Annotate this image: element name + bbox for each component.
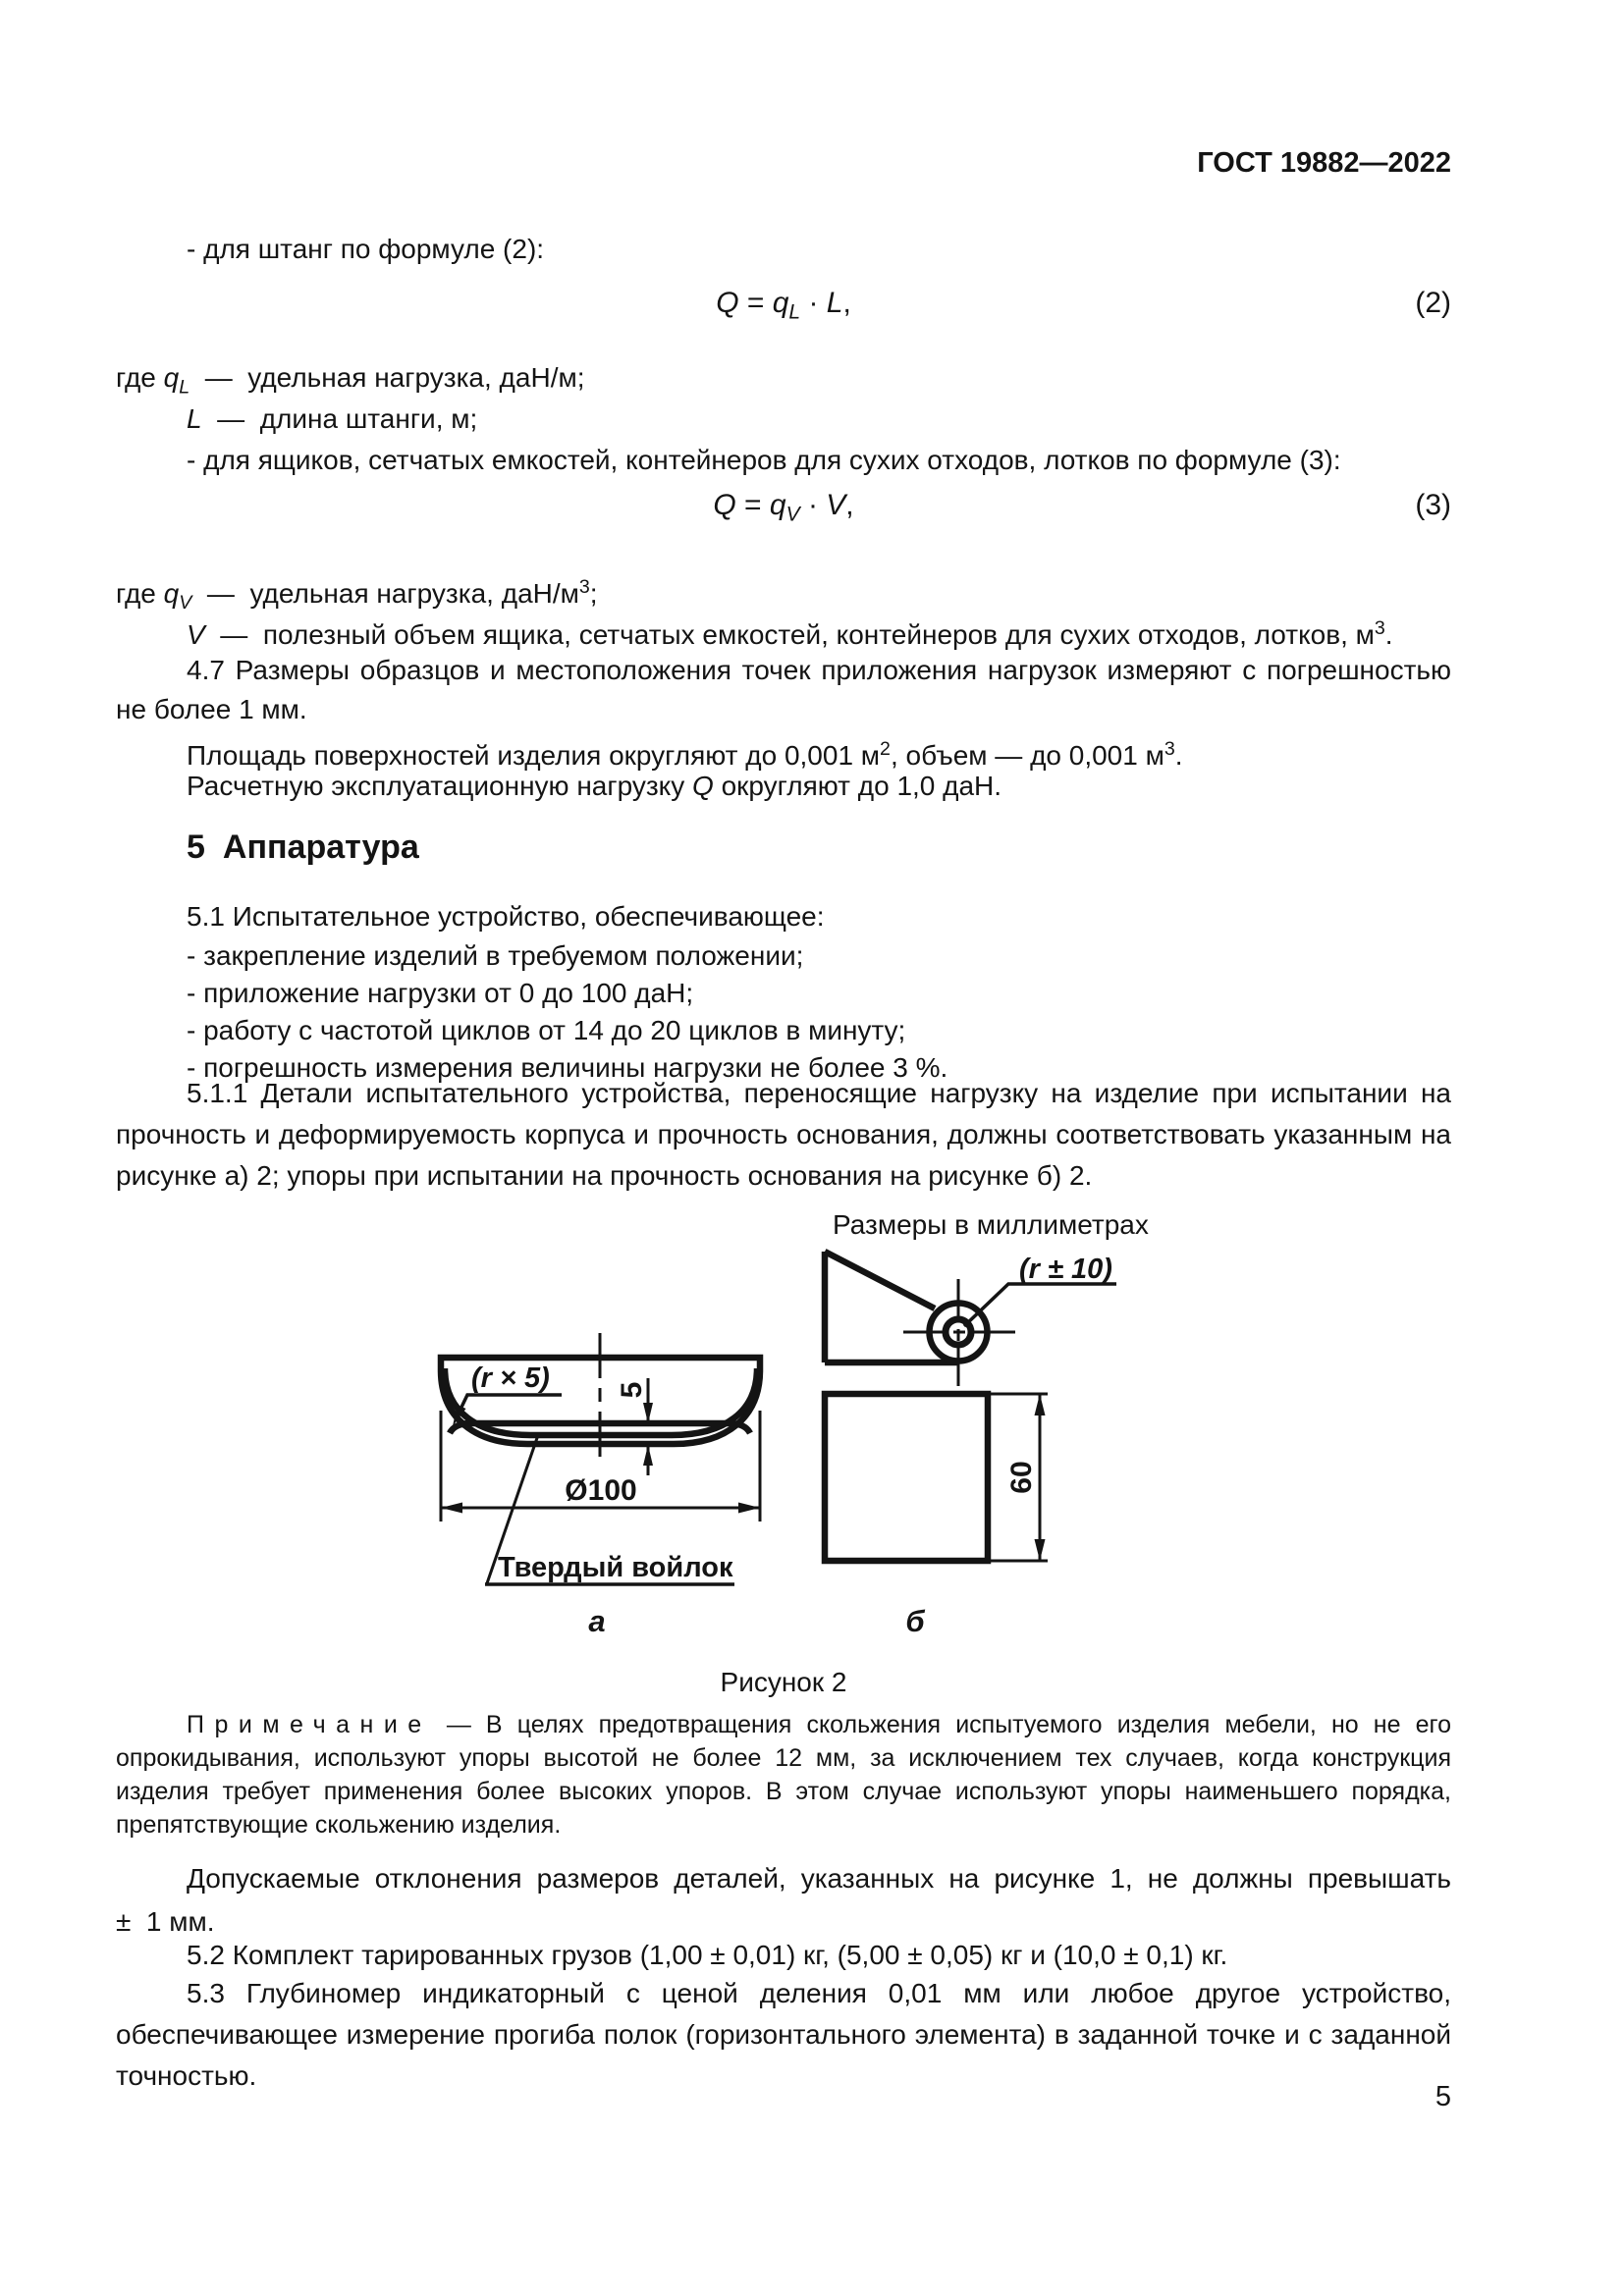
text-segment: , объем — до 0,001 м <box>890 739 1164 771</box>
text-segment: Расчетную эксплуатационную нагрузку <box>187 771 693 801</box>
part-b-wedge <box>825 1252 1116 1386</box>
text-segment: округляют до 1,0 даН. <box>713 771 1002 801</box>
paragraph-5-1: 5.1 Испытательное устройство, обеспечивающее: <box>187 901 825 932</box>
list-5-1 <box>187 937 1451 1087</box>
dim5-arrow-up <box>643 1445 653 1466</box>
text-segment: V <box>179 592 192 614</box>
text-segment: · <box>800 287 827 319</box>
dim60-arrow-top <box>1035 1394 1046 1415</box>
formula-3-number: (3) <box>1415 489 1451 521</box>
text-segment: q <box>163 577 180 609</box>
paragraph-load-rounding <box>116 767 1451 806</box>
figure-caption: Рисунок 2 <box>720 1667 847 1697</box>
felt-label: Твердый войлок <box>498 1552 733 1583</box>
text-segment: V <box>826 489 846 521</box>
text-line: 5.1.1 Детали испытательного устройства, переносящие нагрузку на изделие при испытании на <box>187 1078 1451 1108</box>
note-label: Примечание <box>187 1711 432 1738</box>
text-line: опрокидывания, используют упоры высотой не более 12 мм, за исключением тех случаев, когда конструкция <box>116 1744 1451 1772</box>
text-segment: q <box>772 287 789 319</box>
r5-leader-line <box>456 1395 562 1419</box>
text-segment: — <box>204 618 263 650</box>
formula-2-number: (2) <box>1415 287 1451 319</box>
page-header: ГОСТ 19882—2022 <box>1197 147 1451 179</box>
text-segment: L <box>788 300 801 324</box>
text-segment: — <box>201 403 260 434</box>
text-segment: = <box>738 287 773 319</box>
text-line: - закрепление изделий в требуемом положении; <box>187 940 804 971</box>
list-item-boxes: - для ящиков, сетчатых емкостей, контейнеров для сухих отходов, лотков по формуле (3): <box>187 445 1341 475</box>
where-L-line <box>116 400 1451 439</box>
text-segment: L <box>179 376 190 399</box>
text-segment: L <box>187 403 202 434</box>
formula-2-expression <box>716 287 851 324</box>
text-segment: . <box>1384 618 1393 650</box>
text-segment: V <box>187 618 205 650</box>
stop-block-square <box>825 1394 988 1561</box>
text-segment: · <box>799 489 827 521</box>
list-item-rods: - для штанг по формуле (2): <box>187 234 545 264</box>
text-segment: V <box>785 503 800 526</box>
part-a-disc-outline <box>441 1333 760 1463</box>
text-segment: 3 <box>1164 738 1175 760</box>
text-line: рисунке а) 2; упоры при испытании на прочность основания на рисунке б) 2. <box>116 1160 1093 1191</box>
text-line: точностью. <box>116 2060 257 2091</box>
text-segment: где <box>116 362 164 393</box>
where-V-line <box>116 609 1451 655</box>
text-segment: где <box>116 577 164 609</box>
page-number: 5 <box>1435 2081 1451 2112</box>
text-segment: , <box>845 489 854 521</box>
dim60-text: 60 <box>1005 1461 1038 1494</box>
section-5-heading <box>116 828 1451 867</box>
part-a-felt-callout <box>485 1435 734 1584</box>
text-segment: Q <box>692 771 714 801</box>
d100-text: Ø100 <box>565 1474 637 1507</box>
text-segment: длина штанги, м; <box>259 403 478 434</box>
text-line: изделия требует применения более высоких упоров. В этом случае используют упоры наименьшего порядка, <box>116 1778 1451 1805</box>
text-line: обеспечивающее измерение прогиба полок (горизонтального элемента) в заданной точке и с заданной <box>116 2019 1451 2050</box>
text-line: ± 1 мм. <box>116 1906 215 1937</box>
text-line: препятствующие скольжению изделия. <box>116 1811 562 1839</box>
text-segment: . <box>1174 739 1183 771</box>
paragraph-deviations <box>116 1857 1451 1944</box>
text-segment: Q <box>713 489 736 521</box>
dim60-arrow-bottom <box>1035 1539 1046 1561</box>
figure-2-drawing <box>393 1207 1178 1659</box>
text-line: прочность и деформируемость корпуса и прочность основания, должны соответствовать указанным на <box>116 1119 1451 1149</box>
note-first-rest: — В целях предотвращения скольжения испытуемого изделия мебели, но не его <box>431 1711 1451 1738</box>
d100-arrow-left <box>441 1503 462 1514</box>
text-line: - погрешность измерения величины нагрузки не более 3 %. <box>187 1052 948 1083</box>
text-segment: Q <box>716 287 739 319</box>
part-a-5mm-dimension <box>616 1378 653 1475</box>
text-segment: — <box>191 577 250 609</box>
text-line: 4.7 Размеры образцов и местоположения точек приложения нагрузок измеряют с погрешностью <box>187 655 1451 685</box>
section-5-title: Аппаратура <box>222 828 419 866</box>
paragraph-5-2: 5.2 Комплект тарированных грузов (1,00 ± 0,01) кг, (5,00 ± 0,05) кг и (10,0 ± 0,1) кг. <box>187 1940 1228 1970</box>
figure-units-note: Размеры в миллиметрах <box>833 1209 1149 1240</box>
text-line: не более 1 мм. <box>116 694 307 724</box>
text-segment: , <box>842 287 851 319</box>
text-segment: удельная нагрузка, даН/м; <box>247 362 585 393</box>
text-line: - работу с частотой циклов от 14 до 20 циклов в минуту; <box>187 1015 906 1045</box>
note-paragraph <box>116 1708 1451 1842</box>
paragraph-5-1-1 <box>116 1073 1451 1197</box>
note-lines <box>116 1741 1451 1842</box>
text-segment: L <box>826 287 843 319</box>
text-segment: 3 <box>1374 617 1385 639</box>
text-segment: = <box>735 489 770 521</box>
formula-3-expression <box>713 489 854 526</box>
d100-arrow-right <box>738 1503 760 1514</box>
formula-3 <box>116 489 1451 532</box>
text-segment: q <box>769 489 786 521</box>
section-5-number: 5 <box>187 828 205 866</box>
part-a-letter: а <box>588 1604 606 1638</box>
text-segment: 2 <box>880 738 891 760</box>
text-segment: полезный объем ящика, сетчатых емкостей, контейнеров для сухих отходов, лотков, м <box>262 618 1375 650</box>
text-line: - приложение нагрузки от 0 до 100 даН; <box>187 978 694 1008</box>
r5-label: (r × 5) <box>471 1362 550 1394</box>
text-segment: Площадь поверхностей изделия округляют до 0,001 м <box>187 739 881 771</box>
text-segment: q <box>163 362 180 393</box>
text-line: Допускаемые отклонения размеров деталей, указанных на рисунке 1, не должны превышать <box>187 1863 1451 1894</box>
text-segment: удельная нагрузка, даН/м <box>249 577 579 609</box>
text-segment: ; <box>589 577 598 609</box>
note-first-line <box>116 1708 1451 1741</box>
part-b-letter: б <box>905 1604 925 1638</box>
paragraph-4-7 <box>116 651 1451 729</box>
r10-label: (r ± 10) <box>1019 1254 1112 1285</box>
part-b-stop-block <box>825 1394 1048 1561</box>
text-line: 5.3 Глубиномер индикаторный с ценой деления 0,01 мм или любое другое устройство, <box>187 1978 1451 2008</box>
text-segment: — <box>189 362 248 393</box>
dim5-text: 5 <box>616 1381 648 1399</box>
formula-2 <box>116 287 1451 330</box>
text-segment: 3 <box>578 576 590 598</box>
